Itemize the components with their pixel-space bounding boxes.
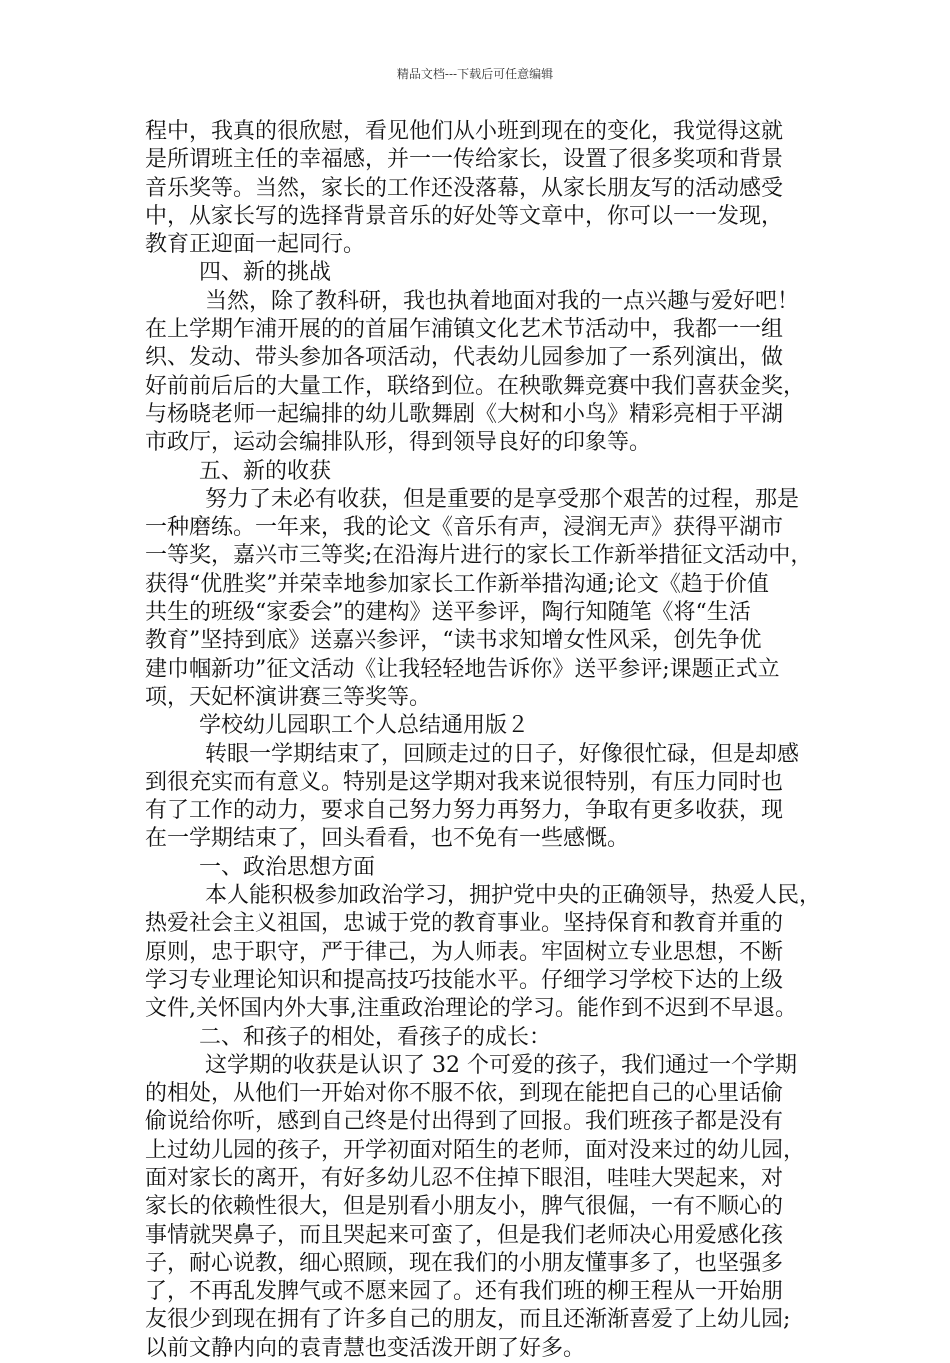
text-line: 音乐奖等。当然，家长的工作还没落幕，从家长朋友写的活动感受 [145, 175, 784, 201]
text-line: 原则，忠于职守，严于律己，为人师表。牢固树立专业思想，不断 [145, 939, 784, 965]
section-heading: 四、新的挑战 [199, 260, 332, 286]
section-heading: 一、政治思想方面 [199, 854, 376, 880]
text-line: 上过幼儿园的孩子，开学初面对陌生的老师，面对没来过的幼儿园， [145, 1137, 806, 1163]
text-line: 程中，我真的很欣慰，看见他们从小班到现在的变化，我觉得这就 [145, 119, 784, 144]
text-line: 中，从家长写的选择背景音乐的好处等文章中，你可以一一发现， [145, 203, 784, 229]
section-heading: 二、和孩子的相处，看孩子的成长： [199, 1024, 552, 1050]
text-line: 市政厅，运动会编排队形，得到领导良好的印象等。 [145, 430, 652, 456]
text-line: 当然，除了教科研，我也执着地面对我的一点兴趣与爱好吧！ [205, 288, 800, 314]
text-line: 这学期的收获是认识了 32 个可爱的孩子，我们通过一个学期 [205, 1052, 797, 1078]
page-header-note: 精品文档---下载后可任意编辑 [396, 67, 554, 81]
text-line: 在上学期乍浦开展的的首届乍浦镇文化艺术节活动中，我都一一组 [145, 317, 784, 343]
text-line: 建巾帼新功”征文活动《让我轻轻地告诉你》送平参评;课题正式立 [145, 656, 780, 682]
text-line: 与杨晓老师一起编排的幼儿歌舞剧《大树和小鸟》精彩亮相于平湖 [145, 401, 784, 427]
text-line: 共生的班级“家委会”的建构》送平参评，陶行知随笔《将“生活 [145, 600, 751, 626]
section-heading: 学校幼儿园职工个人总结通用版２ [199, 713, 530, 739]
text-line: 一等奖，嘉兴市三等奖;在沿海片进行的家长工作新举措征文活动中， [145, 543, 813, 569]
text-line: 了，不再乱发脾气或不愿来园了。还有我们班的柳王程从一开始朋 [145, 1279, 784, 1305]
text-line: 偷说给你听，感到自己终是付出得到了回报。我们班孩子都是没有 [145, 1109, 784, 1135]
text-line: 项，天妃杯演讲赛三等奖等。 [145, 684, 432, 710]
text-line: 事情就哭鼻子，而且哭起来可蛮了，但是我们老师决心用爱感化孩 [145, 1222, 784, 1248]
text-line: 好前前后后的大量工作，联络到位。在秧歌舞竞赛中我们喜获金奖， [145, 373, 806, 399]
text-line: 面对家长的离开，有好多幼儿忍不住掉下眼泪，哇哇大哭起来，对 [145, 1165, 784, 1191]
text-line: 转眼一学期结束了，回顾走过的日子，好像很忙碌，但是却感 [205, 741, 800, 767]
text-line: 的相处，从他们一开始对你不服不依，到现在能把自己的心里话偷 [145, 1081, 784, 1107]
text-line: 友很少到现在拥有了许多自己的朋友，而且还渐渐喜爱了上幼儿园; [145, 1307, 791, 1333]
text-line: 教育”坚持到底》送嘉兴参评，“读书求知增女性风采，创先争优 [145, 628, 762, 654]
text-line: 织、发动、带头参加各项活动，代表幼儿园参加了一系列演出，做 [145, 345, 784, 371]
document-body [145, 118, 820, 1363]
text-line: 获得“优胜奖”并荣幸地参加家长工作新举措沟通;论文《趋于价值 [145, 571, 769, 597]
text-line: 学习专业理论知识和提高技巧技能水平。仔细学习学校下达的上级 [145, 967, 784, 993]
text-line: 在一学期结束了，回头看看，也不免有一些感慨。 [145, 826, 630, 852]
text-line: 以前文静内向的袁青慧也变活泼开朗了好多。 [145, 1335, 586, 1361]
text-line: 是所谓班主任的幸福感，并一一传给家长，设置了很多奖项和背景 [145, 147, 784, 173]
text-line: 教育正迎面一起同行。 [145, 232, 366, 258]
text-line: 本人能积极参加政治学习，拥护党中央的正确领导，热爱人民， [205, 883, 822, 909]
text-line: 家长的依赖性很大，但是别看小朋友小，脾气很倔，一有不顺心的 [145, 1194, 784, 1220]
text-line: 有了工作的动力，要求自己努力努力再努力，争取有更多收获，现 [145, 798, 784, 824]
text-line: 热爱社会主义祖国，忠诚于党的教育事业。坚持保育和教育并重的 [145, 911, 784, 937]
section-heading: 五、新的收获 [199, 458, 332, 484]
text-line: 一种磨练。一年来，我的论文《音乐有声，浸润无声》获得平湖市 [145, 515, 784, 541]
text-line: 子，耐心说教，细心照顾，现在我们的小朋友懂事多了，也坚强多 [145, 1250, 784, 1276]
text-line: 到很充实而有意义。特别是这学期对我来说很特别，有压力同时也 [145, 769, 784, 795]
text-line: 文件,关怀国内外大事,注重政治理论的学习。能作到不迟到不早退。 [145, 996, 797, 1022]
text-line: 努力了未必有收获，但是重要的是享受那个艰苦的过程，那是 [205, 486, 800, 512]
